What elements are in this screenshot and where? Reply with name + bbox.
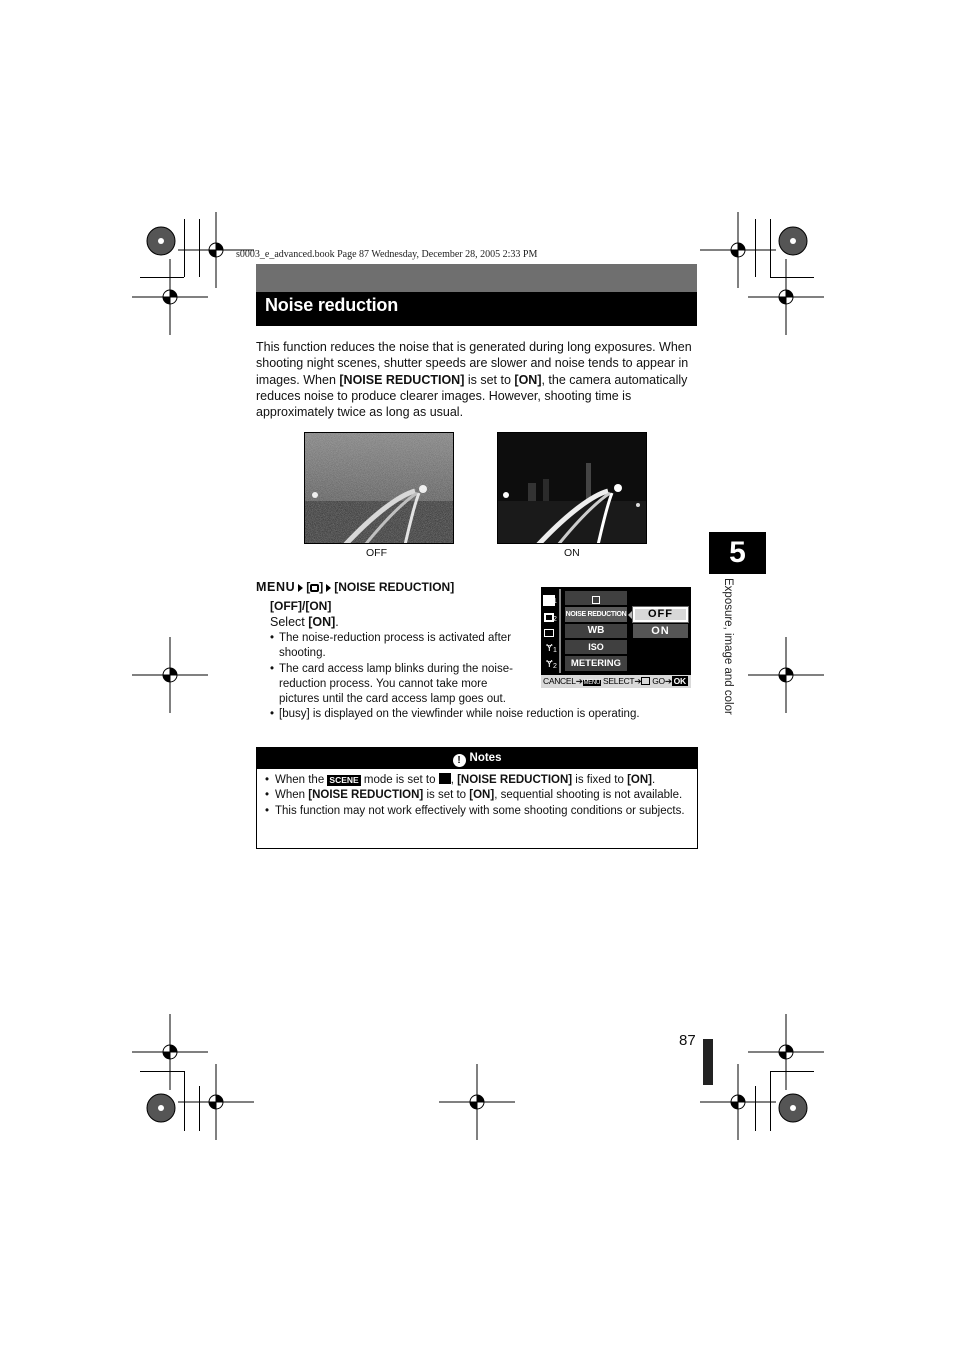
- camera-menu-icon: [310, 584, 319, 592]
- scene-mode-icon: SCENE: [329, 775, 359, 785]
- lcd-footer: CANCEL➔MENU SELECT➔ GO➔ OK: [541, 675, 691, 688]
- list-item: • The noise-reduction process is activated after shooting.: [270, 631, 522, 662]
- photo-noise-reduction-off: [304, 432, 454, 544]
- lcd-scrollbar: [559, 589, 561, 673]
- page-edge-bar: [703, 1039, 713, 1085]
- menu-path: MENU [ ] [NOISE REDUCTION]: [256, 580, 455, 594]
- exclamation-icon: !: [453, 754, 466, 767]
- list-item: • When [NOISE REDUCTION] is set to [ON], sequential shooting is not available.: [265, 788, 695, 803]
- lcd-tab-column: 1 2 Ɏ 1 Ɏ 2: [541, 589, 559, 675]
- photo-noise-reduction-on: [497, 432, 647, 544]
- caption-on: ON: [564, 547, 580, 559]
- list-item: • When the SCENE mode is set to , [NOISE REDUCTION] is fixed to [ON].: [265, 773, 695, 788]
- lcd-item-metering: METERING: [565, 656, 627, 671]
- intro-paragraph: This function reduces the noise that is generated during long exposures. When shooting night scenes, shutter speeds are slower and noise tends to appear in images. When [NOISE REDUCTION] is set to [ON], the camera automatically reduces noise to produce clearer images. However, shooting time is approximately twice as long as usual.: [256, 340, 692, 420]
- lcd-item-iso: ISO: [565, 640, 627, 654]
- arrow-right-icon: [326, 584, 331, 592]
- night-scene-icon: [439, 773, 451, 784]
- lcd-option-on: ON: [633, 624, 688, 638]
- select-instruction: Select [ON].: [270, 615, 339, 629]
- caption-off: OFF: [366, 547, 387, 559]
- chapter-number: 5: [709, 532, 766, 574]
- page-title: Noise reduction: [265, 295, 399, 315]
- title-bar: [256, 292, 697, 326]
- camera-menu-screen: [541, 587, 691, 688]
- notes-box: [256, 747, 698, 849]
- lcd-arrow-icon: [628, 611, 632, 619]
- title-band: [256, 264, 697, 292]
- list-item: • This function may not work effectively with some shooting conditions or subjects.: [265, 804, 695, 819]
- notes-header: ! Notes: [257, 748, 697, 769]
- lcd-item-wb: WB: [565, 624, 627, 638]
- list-item: • [busy] is displayed on the viewfinder while noise reduction is operating.: [270, 707, 710, 722]
- options-label: [OFF]/[ON]: [270, 599, 332, 613]
- lcd-item-noise-reduction: NOISE REDUCTION: [565, 607, 627, 622]
- chapter-side-label: Exposure, image and color: [722, 578, 734, 715]
- lcd-option-off: OFF: [633, 607, 688, 622]
- print-header: s0003_e_advanced.book Page 87 Wednesday, December 28, 2005 2:33 PM: [236, 249, 538, 260]
- notes-list: [265, 773, 695, 819]
- menu-label: MENU: [256, 580, 296, 594]
- menu-item-label: [NOISE REDUCTION]: [334, 580, 455, 594]
- lcd-exposure-icon: [565, 591, 627, 605]
- page-number: 87: [679, 1032, 696, 1049]
- list-item: • The card access lamp blinks during the noise-reduction process. You cannot take more pictures until the card access lamp goes out.: [270, 662, 524, 708]
- arrow-right-icon: [298, 584, 303, 592]
